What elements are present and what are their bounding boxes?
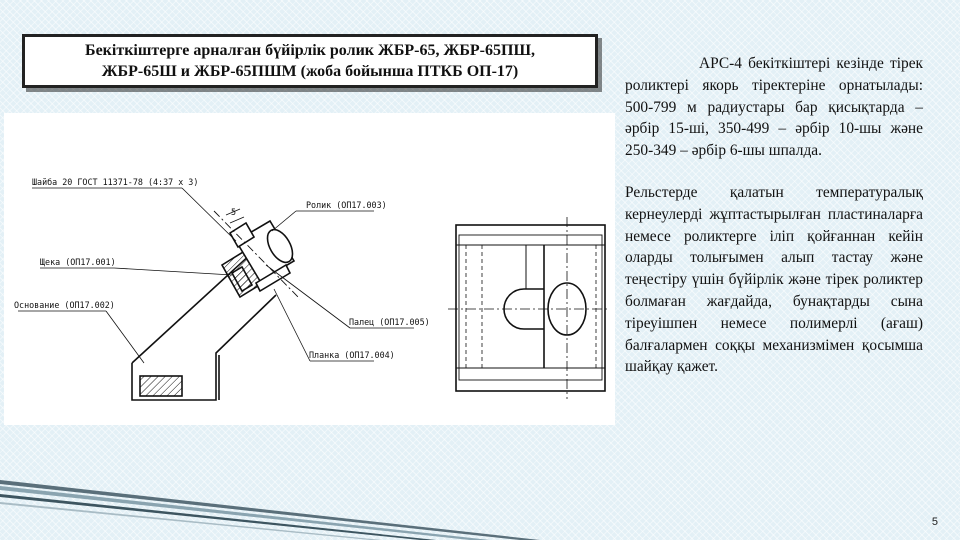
front-view-drawing (448, 217, 610, 399)
label-base: Основание (ОП17.002) (14, 300, 115, 310)
text-column (625, 53, 923, 378)
label-finger: Палец (ОП17.005) (349, 317, 430, 327)
side-view-drawing (132, 209, 300, 400)
slide-title-line-1: Бекіткіштерге арналған бүйірлік ролик ЖБР-65, ЖБР-65ПШ, (84, 42, 536, 59)
page-number: 5 (931, 516, 938, 528)
slide-title-box (22, 34, 598, 88)
decorative-stripes (0, 450, 960, 540)
label-cheek: Щека (ОП17.001) (40, 257, 116, 267)
label-roller: Ролик (ОП17.003) (306, 200, 387, 210)
label-washer: Шайба 20 ГОСТ 11371-78 (4:37 x 3) (32, 177, 199, 187)
slide-title-line-2: ЖБР-65Ш и ЖБР-65ПШМ (жоба бойынша ПТКБ ОП-17) (101, 63, 519, 80)
paragraph-2: Рельстерде қалатын температуралық кернеулерді жұптастырылған пластиналарға немесе роликтерге іліп қойғаннан кейін оларды толығымен алып тастау және теңестіру үшін бүйірлік және тірек роликтер болмаған жағдайда, бунақтарды сына тіреуішпен немесе полимерлі (ағаш) балғалармен соққы механизмімен қосымша шайқау қажет. (625, 183, 923, 376)
label-plank: Планка (ОП17.004) (309, 350, 395, 360)
label-dimension: 5 (231, 207, 237, 217)
paragraph-1: АРС-4 бекіткіштері кезінде тірек роликтері якорь тіректеріне орнатылады: 500-799 м радиустары бар қисықтарда – әрбір 15-ші, 350-499 – әрбір 10-шы және 250-349 – әрбір 6-шы шпалда. (625, 55, 923, 160)
technical-drawing (4, 113, 615, 425)
